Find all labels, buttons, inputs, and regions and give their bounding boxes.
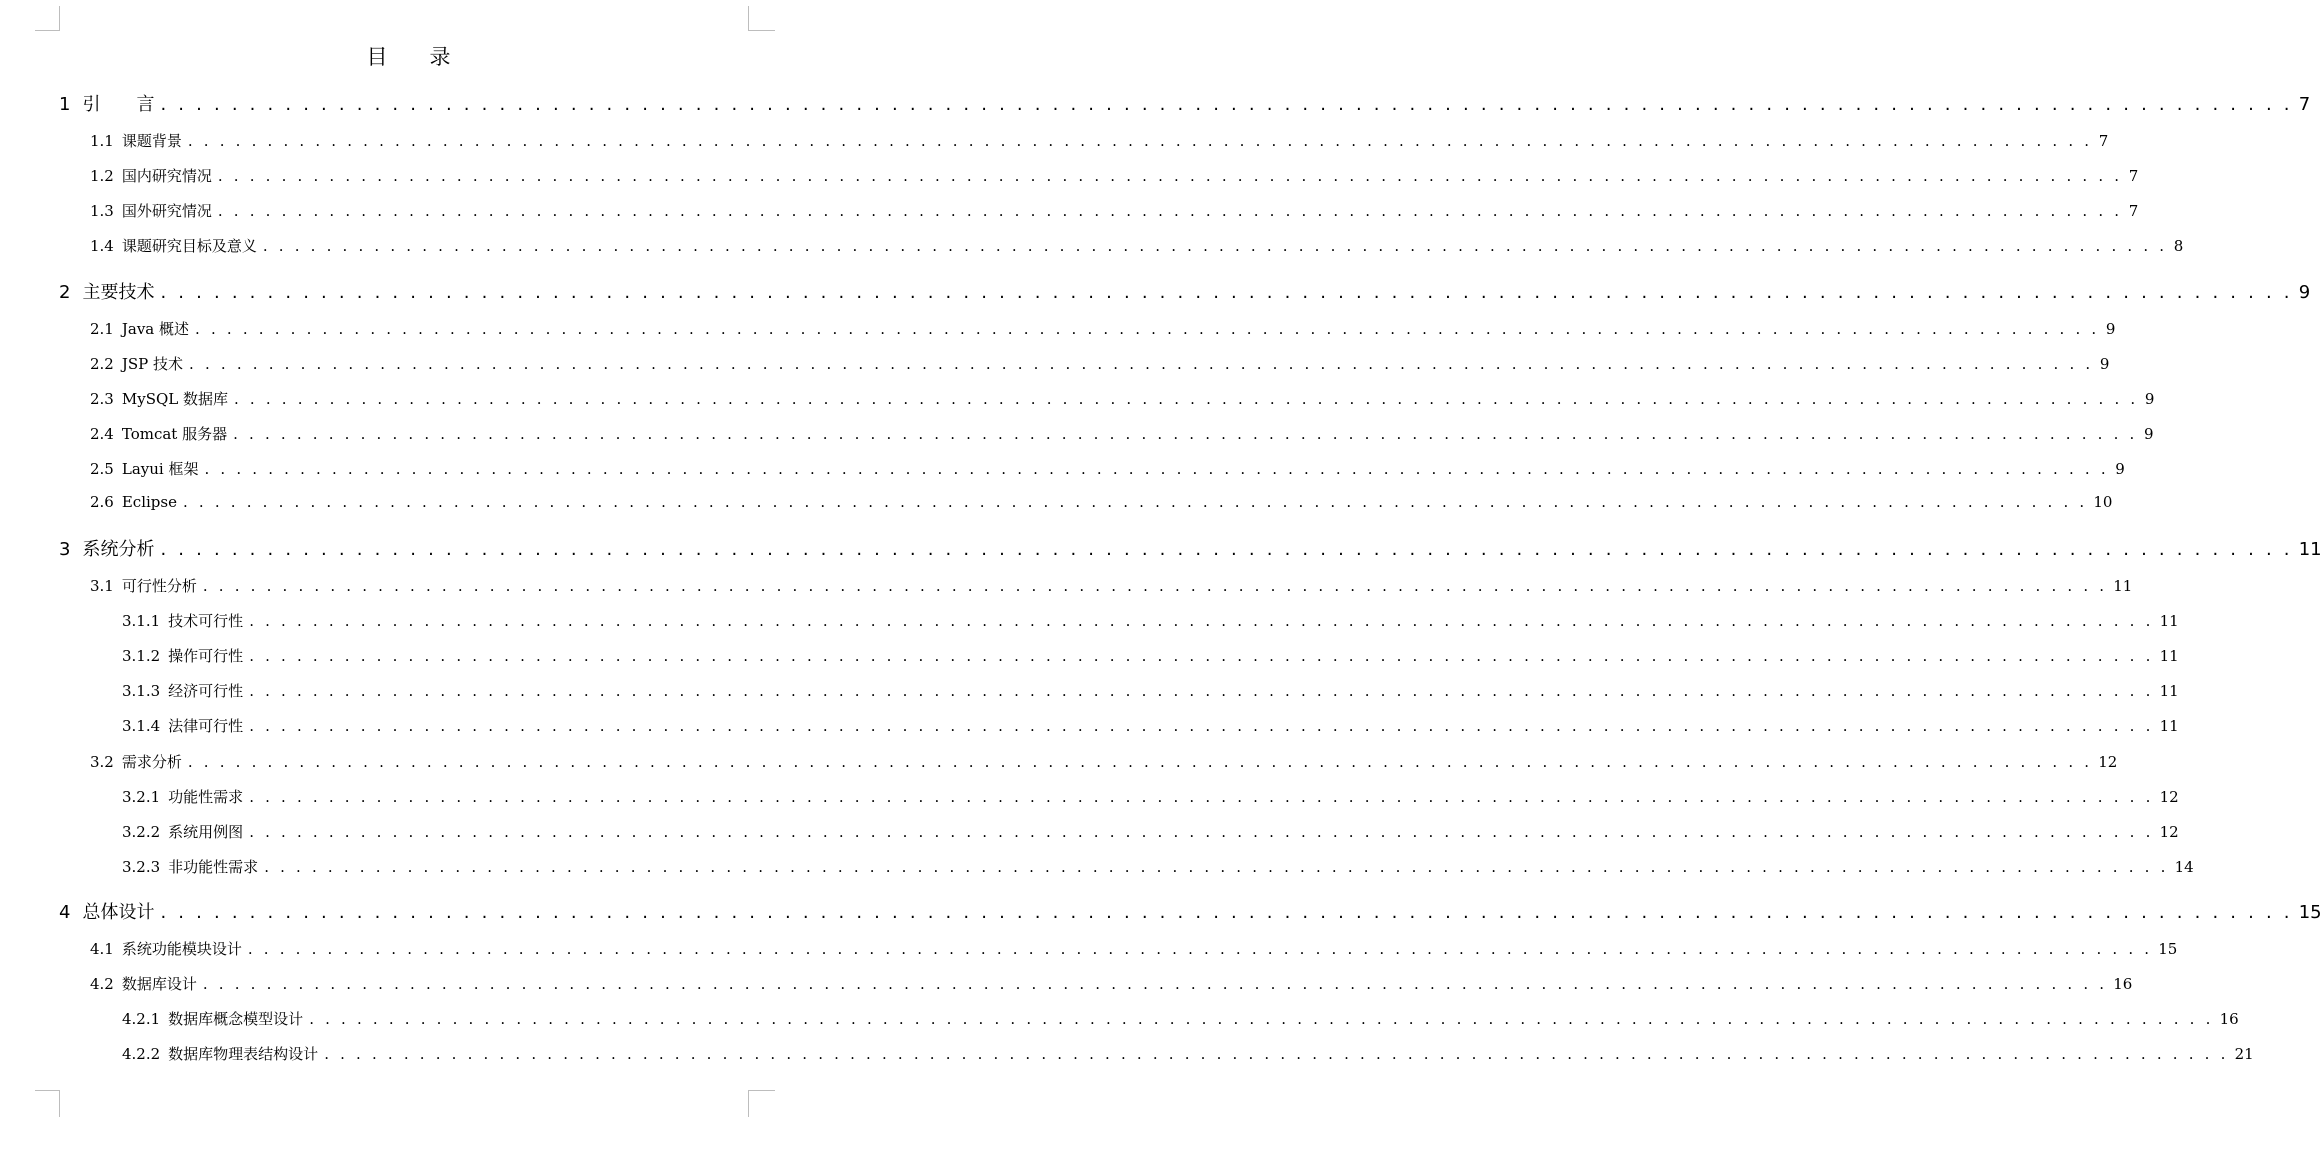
toc-entry-number: 4.2.1	[122, 1010, 161, 1028]
toc-page-number: 8	[2173, 237, 2184, 255]
toc-entry-number: 1	[59, 94, 71, 115]
toc-entry[interactable]	[90, 493, 2113, 511]
toc-dot-leader: . . . . . . . . . . . . . . . . . . . . . . . . . . . . . . . . . . . . . . . . . . . . . . . . . . . . . . . . . . . . . . . . . . . . . . . . . . . . . . . . . . . . . . . . . . . . . . . . . . . . . . . . . . . . . . . . . . . . . . . .	[247, 940, 2153, 958]
toc-dot-leader: . . . . . . . . . . . . . . . . . . . . . . . . . . . . . . . . . . . . . . . . . . . . . . . . . . . . . . . . . . . . . . . . . . . . . . . . . . . . . . . . . . . . . . . . . . . . . . . . . . . . . . . . . . . . . . . . . . . . . . . .	[324, 1045, 2229, 1063]
toc-entry-number: 3.1.1	[122, 612, 161, 630]
toc-entry-title: 法律可行性	[168, 717, 244, 735]
toc-dot-leader: . . . . . . . . . . . . . . . . . . . . . . . . . . . . . . . . . . . . . . . . . . . . . . . . . . . . . . . . . . . . . . . . . . . . . . . . . . . . . . . . . . . . . . . . . . . . . . . . . . . . . . . . . . . . . . . . . . . . . . . .	[217, 202, 2123, 220]
toc-page-number: 7	[2098, 132, 2109, 150]
toc-entry-title: Java 概述	[121, 320, 190, 338]
toc-entry-number: 3.2.1	[122, 788, 161, 806]
toc-entry-title: Tomcat 服务器	[121, 425, 228, 443]
toc-entry-title: 数据库概念模型设计	[168, 1010, 304, 1028]
toc-entry[interactable]	[59, 898, 2322, 924]
toc-entry-title: 国外研究情况	[121, 202, 212, 220]
toc-entry[interactable]	[122, 1043, 2254, 1064]
toc-page-number: 15	[2158, 940, 2178, 958]
toc-title-part: 录	[429, 45, 451, 69]
toc-entry-title: 系统功能模块设计	[121, 940, 242, 958]
toc-dot-leader: . . . . . . . . . . . . . . . . . . . . . . . . . . . . . . . . . . . . . . . . . . . . . . . . . . . . . . . . . . . . . . . . . . . . . . . . . . . . . . . . . . . . . . . . . . . . . . . . . . . . . . . . . . . . . . . . . . . . . . . .	[182, 493, 2088, 511]
toc-entry-title: 主要技术	[82, 282, 155, 303]
toc-page-number: 9	[2115, 460, 2125, 478]
toc-entry[interactable]	[122, 1008, 2239, 1029]
toc-entry-number: 3.2	[90, 753, 114, 771]
toc-entry-title: 课题研究目标及意义	[121, 237, 257, 255]
toc-entry-number: 1.3	[90, 202, 114, 220]
toc-page-number: 11	[2159, 612, 2179, 630]
toc-dot-leader: . . . . . . . . . . . . . . . . . . . . . . . . . . . . . . . . . . . . . . . . . . . . . . . . . . . . . . . . . . . . . . . . . . . . . . . . . . . . . . . . . . . . . . . . . . . . . . . . . . . . . . . . . . . . . . . . . . . . . . . .	[217, 167, 2123, 185]
toc-entry-title: 引 言	[82, 94, 155, 115]
toc-dot-leader: . . . . . . . . . . . . . . . . . . . . . . . . . . . . . . . . . . . . . . . . . . . . . . . . . . . . . . . . . . . . . . . . . . . . . . . . . . . . . . . . . . . . . . . . . . . . . . . . . . . . . . . . . . . . . . . . . . . . . . . .	[160, 94, 2293, 115]
toc-entry-title: Layui 框架	[121, 460, 199, 478]
toc-entry-number: 3.2.3	[122, 858, 161, 876]
toc-entry[interactable]	[90, 165, 2139, 186]
toc-page-number: 7	[2298, 94, 2311, 115]
toc-dot-leader: . . . . . . . . . . . . . . . . . . . . . . . . . . . . . . . . . . . . . . . . . . . . . . . . . . . . . . . . . . . . . . . . . . . . . . . . . . . . . . . . . . . . . . . . . . . . . . . . . . . . . . . . . . . . . . . . . . . . . . . .	[234, 390, 2139, 408]
toc-entry-title: 可行性分析	[121, 577, 197, 595]
toc-entry[interactable]	[59, 278, 2311, 304]
toc-entry-title: JSP 技术	[121, 355, 184, 373]
toc-entry-number: 3.1	[90, 577, 114, 595]
toc-page-number: 9	[2298, 282, 2311, 303]
toc-entry[interactable]	[122, 715, 2179, 736]
toc-entry-number: 4.2	[90, 975, 114, 993]
toc-entry-number: 2.1	[90, 320, 114, 338]
toc-entry[interactable]	[122, 821, 2179, 842]
toc-dot-leader: . . . . . . . . . . . . . . . . . . . . . . . . . . . . . . . . . . . . . . . . . . . . . . . . . . . . . . . . . . . . . . . . . . . . . . . . . . . . . . . . . . . . . . . . . . . . . . . . . . . . . . . . . . . . . . . . . . . . . . . .	[262, 237, 2168, 255]
toc-entry[interactable]	[90, 353, 2110, 374]
toc-entry[interactable]	[122, 786, 2179, 807]
toc-entry[interactable]	[90, 973, 2133, 994]
toc-entry[interactable]	[122, 645, 2179, 666]
toc-dot-leader: . . . . . . . . . . . . . . . . . . . . . . . . . . . . . . . . . . . . . . . . . . . . . . . . . . . . . . . . . . . . . . . . . . . . . . . . . . . . . . . . . . . . . . . . . . . . . . . . . . . . . . . . . . . . . . . . . . . . . . . .	[189, 355, 2094, 373]
toc-entry[interactable]	[90, 751, 2118, 772]
toc-entry-title: 数据库设计	[121, 975, 197, 993]
toc-entry-title: 非功能性需求	[168, 858, 259, 876]
toc-page-number: 9	[2099, 355, 2110, 373]
toc-entry-number: 4.1	[90, 940, 114, 958]
toc-page-number: 11	[2159, 647, 2179, 665]
toc-dot-leader: . . . . . . . . . . . . . . . . . . . . . . . . . . . . . . . . . . . . . . . . . . . . . . . . . . . . . . . . . . . . . . . . . . . . . . . . . . . . . . . . . . . . . . . . . . . . . . . . . . . . . . . . . . . . . . . . . . . . . . . .	[160, 539, 2293, 560]
toc-page-number: 11	[2298, 539, 2322, 560]
toc-entry-title: 数据库物理表结构设计	[168, 1045, 319, 1063]
toc-entry[interactable]	[90, 458, 2125, 479]
toc-entry-number: 2.6	[90, 493, 114, 511]
toc-dot-leader: . . . . . . . . . . . . . . . . . . . . . . . . . . . . . . . . . . . . . . . . . . . . . . . . . . . . . . . . . . . . . . . . . . . . . . . . . . . . . . . . . . . . . . . . . . . . . . . . . . . . . . . . . . . . . . . . . . . . . . . .	[249, 682, 2154, 700]
toc-entry[interactable]	[122, 680, 2179, 701]
toc-page-number: 16	[2219, 1010, 2239, 1028]
toc-entry-title: 操作可行性	[168, 647, 244, 665]
toc-entry-number: 2.2	[90, 355, 114, 373]
toc-entry-number: 2.3	[90, 390, 114, 408]
toc-title-part: 目	[366, 45, 388, 69]
toc-entry[interactable]	[90, 200, 2139, 221]
toc-entry-number: 3	[59, 539, 71, 560]
toc-dot-leader: . . . . . . . . . . . . . . . . . . . . . . . . . . . . . . . . . . . . . . . . . . . . . . . . . . . . . . . . . . . . . . . . . . . . . . . . . . . . . . . . . . . . . . . . . . . . . . . . . . . . . . . . . . . . . . . . . . . . . . . .	[309, 1010, 2214, 1028]
toc-entry-number: 3.1.2	[122, 647, 161, 665]
toc-page-number: 12	[2159, 788, 2179, 806]
toc-entry-title: 技术可行性	[168, 612, 244, 630]
toc-dot-leader: . . . . . . . . . . . . . . . . . . . . . . . . . . . . . . . . . . . . . . . . . . . . . . . . . . . . . . . . . . . . . . . . . . . . . . . . . . . . . . . . . . . . . . . . . . . . . . . . . . . . . . . . . . . . . . . . . . . . . . . .	[249, 823, 2154, 841]
crop-mark-top-right	[748, 6, 775, 31]
crop-mark-bottom-right	[748, 1090, 775, 1117]
toc-page-number: 15	[2298, 902, 2322, 923]
toc-dot-leader: . . . . . . . . . . . . . . . . . . . . . . . . . . . . . . . . . . . . . . . . . . . . . . . . . . . . . . . . . . . . . . . . . . . . . . . . . . . . . . . . . . . . . . . . . . . . . . . . . . . . . . . . . . . . . . . . . . . . . . . .	[160, 902, 2293, 923]
toc-dot-leader: . . . . . . . . . . . . . . . . . . . . . . . . . . . . . . . . . . . . . . . . . . . . . . . . . . . . . . . . . . . . . . . . . . . . . . . . . . . . . . . . . . . . . . . . . . . . . . . . . . . . . . . . . . . . . . . . . . . . . . . .	[249, 717, 2154, 735]
toc-title	[0, 41, 817, 71]
toc-entry-number: 4.2.2	[122, 1045, 161, 1063]
toc-entry[interactable]	[90, 423, 2154, 444]
toc-entry-title: MySQL 数据库	[121, 390, 228, 408]
toc-entry[interactable]	[90, 938, 2178, 959]
toc-entry-title: 国内研究情况	[121, 167, 212, 185]
toc-entry-number: 4	[59, 902, 71, 923]
toc-page-number: 9	[2144, 390, 2155, 408]
toc-entry-number: 3.2.2	[122, 823, 161, 841]
toc-entry-title: 需求分析	[121, 753, 182, 771]
toc-entry-number: 1.1	[90, 132, 114, 150]
toc-dot-leader: . . . . . . . . . . . . . . . . . . . . . . . . . . . . . . . . . . . . . . . . . . . . . . . . . . . . . . . . . . . . . . . . . . . . . . . . . . . . . . . . . . . . . . . . . . . . . . . . . . . . . . . . . . . . . . . . . . . . . . . .	[204, 460, 2109, 478]
toc-dot-leader: . . . . . . . . . . . . . . . . . . . . . . . . . . . . . . . . . . . . . . . . . . . . . . . . . . . . . . . . . . . . . . . . . . . . . . . . . . . . . . . . . . . . . . . . . . . . . . . . . . . . . . . . . . . . . . . . . . . . . . . .	[249, 788, 2154, 806]
toc-page-number: 7	[2128, 167, 2139, 185]
toc-entry[interactable]	[90, 235, 2184, 256]
toc-dot-leader: . . . . . . . . . . . . . . . . . . . . . . . . . . . . . . . . . . . . . . . . . . . . . . . . . . . . . . . . . . . . . . . . . . . . . . . . . . . . . . . . . . . . . . . . . . . . . . . . . . . . . . . . . . . . . . . . . . . . . . . .	[249, 647, 2154, 665]
toc-entry-title: Eclipse	[121, 493, 177, 511]
toc-dot-leader: . . . . . . . . . . . . . . . . . . . . . . . . . . . . . . . . . . . . . . . . . . . . . . . . . . . . . . . . . . . . . . . . . . . . . . . . . . . . . . . . . . . . . . . . . . . . . . . . . . . . . . . . . . . . . . . . . . . . . . . .	[187, 132, 2093, 150]
toc-page-number: 14	[2174, 858, 2194, 876]
toc-entry[interactable]	[122, 610, 2179, 631]
toc-entry[interactable]	[122, 856, 2194, 877]
toc-dot-leader: . . . . . . . . . . . . . . . . . . . . . . . . . . . . . . . . . . . . . . . . . . . . . . . . . . . . . . . . . . . . . . . . . . . . . . . . . . . . . . . . . . . . . . . . . . . . . . . . . . . . . . . . . . . . . . . . . . . . . . . .	[202, 975, 2108, 993]
toc-dot-leader: . . . . . . . . . . . . . . . . . . . . . . . . . . . . . . . . . . . . . . . . . . . . . . . . . . . . . . . . . . . . . . . . . . . . . . . . . . . . . . . . . . . . . . . . . . . . . . . . . . . . . . . . . . . . . . . . . . . . . . . .	[249, 612, 2154, 630]
toc-entry[interactable]	[59, 535, 2322, 561]
toc-entry-title: 总体设计	[82, 902, 155, 923]
toc-entry-title: 功能性需求	[168, 788, 244, 806]
crop-mark-bottom-left	[35, 1090, 60, 1117]
toc-entry[interactable]	[90, 388, 2155, 409]
toc-entry[interactable]	[90, 130, 2109, 151]
toc-entry-number: 2.5	[90, 460, 114, 478]
toc-dot-leader: . . . . . . . . . . . . . . . . . . . . . . . . . . . . . . . . . . . . . . . . . . . . . . . . . . . . . . . . . . . . . . . . . . . . . . . . . . . . . . . . . . . . . . . . . . . . . . . . . . . . . . . . . . . . . . . . . . . . . . . .	[160, 282, 2293, 303]
toc-page-number: 16	[2113, 975, 2133, 993]
toc-entry[interactable]	[90, 575, 2133, 596]
toc-page-number: 11	[2159, 682, 2179, 700]
toc-page-number: 21	[2234, 1045, 2254, 1063]
toc-entry-number: 3.1.3	[122, 682, 161, 700]
toc-dot-leader: . . . . . . . . . . . . . . . . . . . . . . . . . . . . . . . . . . . . . . . . . . . . . . . . . . . . . . . . . . . . . . . . . . . . . . . . . . . . . . . . . . . . . . . . . . . . . . . . . . . . . . . . . . . . . . . . . . . . . . . .	[195, 320, 2100, 338]
toc-entry-title: 课题背景	[121, 132, 182, 150]
toc-page-number: 10	[2093, 493, 2113, 511]
toc-page-number: 11	[2159, 717, 2179, 735]
toc-dot-leader: . . . . . . . . . . . . . . . . . . . . . . . . . . . . . . . . . . . . . . . . . . . . . . . . . . . . . . . . . . . . . . . . . . . . . . . . . . . . . . . . . . . . . . . . . . . . . . . . . . . . . . . . . . . . . . . . . . . . . . . .	[187, 753, 2093, 771]
toc-entry[interactable]	[90, 318, 2116, 339]
toc-entry-number: 2	[59, 282, 71, 303]
toc-entry-number: 1.2	[90, 167, 114, 185]
toc-entry-number: 1.4	[90, 237, 114, 255]
toc-entry-number: 3.1.4	[122, 717, 161, 735]
toc-page-number: 7	[2128, 202, 2139, 220]
toc-dot-leader: . . . . . . . . . . . . . . . . . . . . . . . . . . . . . . . . . . . . . . . . . . . . . . . . . . . . . . . . . . . . . . . . . . . . . . . . . . . . . . . . . . . . . . . . . . . . . . . . . . . . . . . . . . . . . . . . . . . . . . . .	[264, 858, 2169, 876]
toc-entry-title: 系统用例图	[168, 823, 244, 841]
toc-page-number: 12	[2098, 753, 2118, 771]
toc-entry-title: 系统分析	[82, 539, 155, 560]
toc-page-number: 9	[2105, 320, 2116, 338]
toc-dot-leader: . . . . . . . . . . . . . . . . . . . . . . . . . . . . . . . . . . . . . . . . . . . . . . . . . . . . . . . . . . . . . . . . . . . . . . . . . . . . . . . . . . . . . . . . . . . . . . . . . . . . . . . . . . . . . . . . . . . . . . . .	[233, 425, 2138, 443]
crop-mark-top-left	[35, 6, 60, 31]
toc-dot-leader: . . . . . . . . . . . . . . . . . . . . . . . . . . . . . . . . . . . . . . . . . . . . . . . . . . . . . . . . . . . . . . . . . . . . . . . . . . . . . . . . . . . . . . . . . . . . . . . . . . . . . . . . . . . . . . . . . . . . . . . .	[202, 577, 2108, 595]
toc-entry-title: 经济可行性	[168, 682, 244, 700]
toc-entry-number: 2.4	[90, 425, 114, 443]
toc-entry[interactable]	[59, 90, 2311, 116]
toc-page-number: 12	[2159, 823, 2179, 841]
toc-page-number: 9	[2143, 425, 2154, 443]
toc-page-number: 11	[2113, 577, 2133, 595]
